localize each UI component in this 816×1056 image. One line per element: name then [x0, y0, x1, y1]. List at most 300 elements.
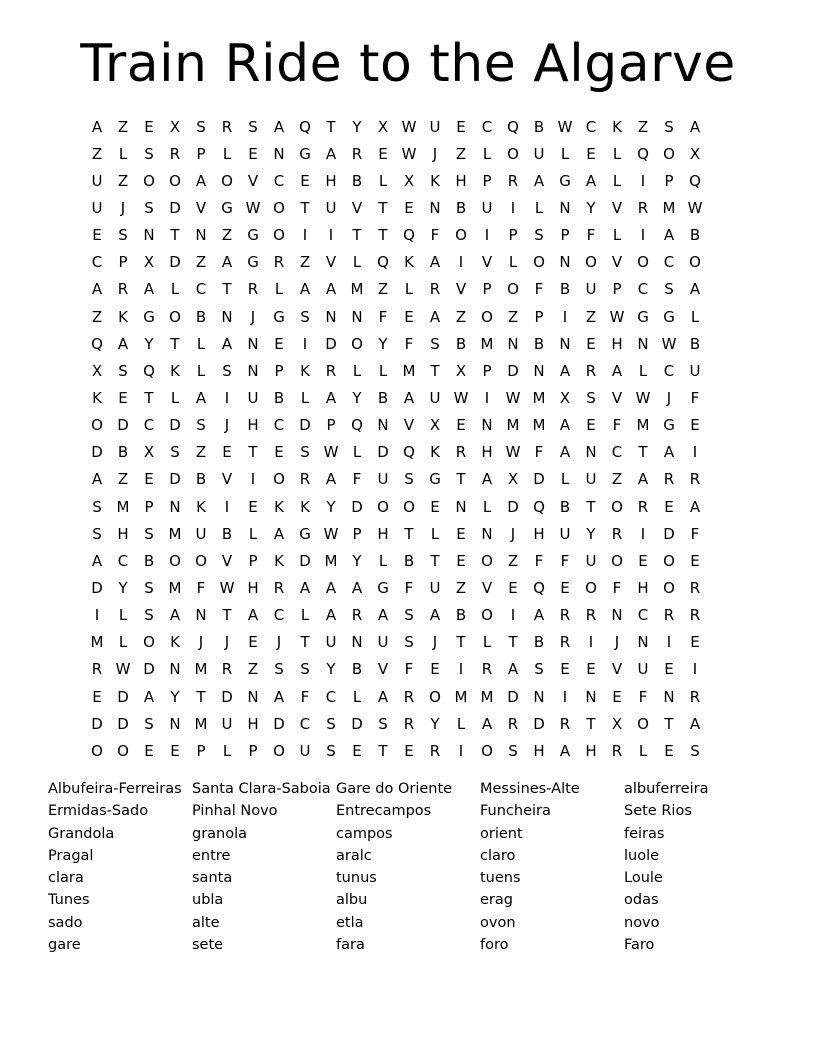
grid-letter: D	[533, 470, 545, 489]
grid-letter: H	[117, 524, 129, 543]
grid-letter: N	[169, 497, 181, 516]
grid-letter: M	[168, 578, 182, 597]
grid-letter: A	[91, 117, 103, 136]
grid-letter: R	[663, 606, 675, 625]
grid-letter: Q	[91, 334, 103, 353]
grid-letter: P	[248, 741, 258, 760]
grid-letter: C	[637, 606, 649, 625]
grid-letter: B	[689, 334, 701, 353]
grid-letter: O	[273, 198, 285, 217]
grid-letter: I	[328, 226, 334, 245]
grid-letter: J	[250, 307, 256, 326]
grid-row	[84, 520, 734, 547]
grid-letter: F	[690, 388, 700, 407]
grid-letter: K	[170, 361, 180, 380]
grid-letter: V	[195, 198, 207, 217]
grid-letter: P	[560, 226, 570, 245]
grid-letter: L	[482, 497, 492, 516]
grid-letter: R	[221, 117, 233, 136]
grid-letter: M	[194, 660, 208, 679]
grid-letter: T	[378, 198, 388, 217]
grid-letter: M	[454, 687, 468, 706]
grid-letter: A	[377, 606, 389, 625]
grid-letter: Q	[351, 416, 363, 435]
grid-letter: A	[273, 524, 285, 543]
grid-letter: U	[689, 361, 701, 380]
grid-row	[84, 737, 734, 764]
grid-letter: O	[403, 497, 415, 516]
grid-letter: O	[143, 633, 155, 652]
grid-letter: A	[533, 606, 545, 625]
grid-letter: B	[195, 470, 207, 489]
grid-letter: T	[456, 633, 466, 652]
word-list-item: Pinhal Novo	[192, 803, 278, 820]
grid-letter: B	[195, 307, 207, 326]
grid-letter: Y	[352, 551, 362, 570]
grid-letter: N	[169, 660, 181, 679]
grid-letter: T	[170, 334, 180, 353]
grid-letter: A	[325, 470, 337, 489]
grid-letter: O	[507, 144, 519, 163]
grid-letter: B	[559, 280, 571, 299]
grid-letter: E	[690, 633, 700, 652]
grid-letter: E	[586, 334, 596, 353]
grid-letter: I	[562, 307, 568, 326]
word-list-item: claro	[480, 847, 516, 864]
word-list-item: ovon	[480, 914, 516, 931]
grid-letter: Q	[143, 361, 155, 380]
grid-letter: O	[611, 551, 623, 570]
grid-letter: K	[612, 117, 622, 136]
grid-letter: T	[508, 633, 518, 652]
grid-letter: K	[274, 497, 284, 516]
grid-letter: L	[482, 633, 492, 652]
grid-letter: H	[611, 334, 623, 353]
grid-letter: S	[144, 198, 154, 217]
grid-letter: A	[195, 171, 207, 190]
grid-letter: N	[195, 606, 207, 625]
grid-letter: M	[506, 416, 520, 435]
grid-letter: Q	[533, 497, 545, 516]
grid-letter: N	[221, 307, 233, 326]
grid-letter: D	[533, 714, 545, 733]
grid-letter: T	[222, 606, 232, 625]
grid-letter: P	[534, 307, 544, 326]
grid-letter: Z	[117, 171, 129, 190]
grid-letter: R	[507, 714, 519, 733]
word-list-item: tunus	[336, 870, 377, 887]
grid-letter: E	[456, 524, 466, 543]
grid-letter: C	[273, 171, 285, 190]
grid-letter: A	[689, 497, 701, 516]
grid-letter: N	[637, 633, 649, 652]
grid-letter: T	[144, 388, 154, 407]
grid-letter: A	[429, 606, 441, 625]
grid-letter: W	[661, 334, 677, 353]
grid-letter: A	[143, 687, 155, 706]
grid-letter: Z	[195, 253, 207, 272]
word-list-item: granola	[192, 825, 248, 842]
grid-letter: J	[120, 198, 126, 217]
grid-letter: V	[611, 660, 623, 679]
word-list-item: sado	[48, 914, 83, 931]
grid-letter: U	[429, 578, 441, 597]
grid-letter: J	[198, 633, 204, 652]
grid-letter: N	[533, 361, 545, 380]
grid-letter: C	[481, 117, 493, 136]
grid-letter: Y	[586, 198, 596, 217]
grid-letter: D	[91, 578, 103, 597]
grid-letter: M	[480, 687, 494, 706]
grid-letter: I	[640, 171, 646, 190]
grid-letter: O	[169, 551, 181, 570]
grid-letter: O	[637, 714, 649, 733]
word-list-item: Loule	[624, 870, 663, 887]
grid-letter: P	[508, 226, 518, 245]
grid-letter: O	[481, 551, 493, 570]
grid-letter: U	[299, 741, 311, 760]
grid-letter: E	[378, 144, 388, 163]
grid-letter: W	[323, 443, 339, 462]
grid-letter: H	[533, 524, 545, 543]
grid-row	[84, 276, 734, 303]
grid-row	[84, 249, 734, 276]
grid-letter: N	[481, 524, 493, 543]
grid-letter: Y	[118, 578, 128, 597]
grid-letter: M	[532, 388, 546, 407]
grid-letter: U	[221, 714, 233, 733]
grid-letter: G	[299, 524, 311, 543]
grid-letter: I	[94, 606, 100, 625]
grid-letter: W	[115, 660, 131, 679]
word-list-item: luole	[624, 847, 660, 864]
grid-letter: O	[585, 253, 597, 272]
grid-letter: D	[299, 551, 311, 570]
grid-letter: X	[143, 253, 155, 272]
grid-letter: P	[326, 416, 336, 435]
grid-letter: D	[91, 443, 103, 462]
grid-letter: O	[481, 606, 493, 625]
grid-letter: A	[377, 687, 389, 706]
word-list-item: Gare do Oriente	[336, 781, 453, 797]
grid-letter: R	[169, 144, 181, 163]
grid-letter: N	[507, 334, 519, 353]
grid-letter: T	[248, 443, 258, 462]
grid-letter: I	[666, 633, 672, 652]
grid-letter: L	[170, 388, 180, 407]
grid-letter: L	[482, 144, 492, 163]
grid-letter: F	[404, 578, 414, 597]
grid-letter: E	[664, 660, 674, 679]
grid-letter: D	[351, 714, 363, 733]
grid-letter: U	[585, 470, 597, 489]
grid-letter: R	[403, 687, 415, 706]
grid-letter: O	[221, 171, 233, 190]
grid-letter: R	[637, 497, 649, 516]
grid-letter: G	[273, 307, 285, 326]
grid-letter: R	[689, 687, 701, 706]
grid-letter: R	[481, 660, 493, 679]
grid-letter: P	[196, 741, 206, 760]
grid-letter: Y	[352, 117, 362, 136]
grid-letter: N	[559, 334, 571, 353]
grid-letter: S	[378, 714, 388, 733]
grid-letter: P	[482, 361, 492, 380]
word-list-item: aralc	[336, 847, 372, 864]
word-list-item: Tunes	[48, 892, 90, 909]
grid-letter: B	[273, 388, 285, 407]
word-list-item: Pragal	[48, 847, 94, 864]
grid-letter: B	[221, 524, 233, 543]
page-title: Train Ride to the Algarve	[80, 34, 736, 94]
grid-letter: U	[91, 198, 103, 217]
grid-letter: M	[350, 280, 364, 299]
grid-letter: L	[170, 280, 180, 299]
grid-letter: C	[637, 280, 649, 299]
grid-letter: G	[429, 470, 441, 489]
grid-letter: L	[352, 443, 362, 462]
grid-letter: L	[638, 741, 648, 760]
grid-letter: I	[562, 687, 568, 706]
grid-letter: F	[690, 524, 700, 543]
grid-letter: B	[455, 198, 467, 217]
grid-letter: R	[689, 606, 701, 625]
grid-letter: C	[663, 361, 675, 380]
grid-letter: O	[91, 416, 103, 435]
word-column	[336, 778, 480, 956]
grid-letter: L	[118, 606, 128, 625]
grid-letter: P	[248, 551, 258, 570]
grid-letter: R	[273, 253, 285, 272]
grid-letter: Z	[507, 551, 519, 570]
grid-letter: A	[559, 741, 571, 760]
grid-letter: L	[612, 226, 622, 245]
grid-letter: A	[403, 388, 415, 407]
grid-letter: H	[247, 578, 259, 597]
grid-letter: X	[507, 470, 519, 489]
grid-letter: S	[300, 307, 310, 326]
grid-row	[84, 574, 734, 601]
grid-letter: N	[195, 226, 207, 245]
grid-letter: U	[377, 633, 389, 652]
grid-letter: Q	[403, 226, 415, 245]
word-list-item: entre	[192, 847, 231, 864]
grid-letter: R	[663, 470, 675, 489]
grid-letter: A	[533, 171, 545, 190]
grid-letter: Q	[637, 144, 649, 163]
grid-letter: A	[559, 443, 571, 462]
grid-letter: L	[222, 144, 232, 163]
word-list-item: fara	[336, 937, 365, 954]
grid-letter: P	[612, 280, 622, 299]
grid-letter: E	[274, 443, 284, 462]
grid-letter: O	[169, 307, 181, 326]
grid-letter: E	[612, 687, 622, 706]
grid-letter: O	[663, 144, 675, 163]
grid-letter: Z	[507, 307, 519, 326]
grid-letter: F	[612, 578, 622, 597]
grid-letter: S	[326, 741, 336, 760]
grid-letter: L	[352, 361, 362, 380]
grid-letter: N	[533, 687, 545, 706]
grid-letter: O	[429, 687, 441, 706]
grid-row	[84, 140, 734, 167]
grid-letter: L	[222, 741, 232, 760]
grid-letter: O	[611, 497, 623, 516]
grid-letter: F	[300, 687, 310, 706]
grid-letter: L	[352, 687, 362, 706]
grid-letter: D	[351, 497, 363, 516]
grid-row	[84, 439, 734, 466]
grid-letter: L	[534, 198, 544, 217]
word-list-item: sete	[192, 937, 224, 954]
grid-letter: X	[403, 171, 415, 190]
grid-letter: B	[533, 117, 545, 136]
grid-letter: Q	[507, 117, 519, 136]
grid-letter: S	[404, 470, 414, 489]
grid-letter: V	[403, 416, 415, 435]
word-list-item: foro	[480, 937, 509, 954]
grid-letter: V	[351, 198, 363, 217]
grid-letter: T	[300, 198, 310, 217]
grid-letter: D	[273, 714, 285, 733]
grid-letter: C	[91, 253, 103, 272]
grid-letter: B	[351, 171, 363, 190]
grid-letter: N	[169, 714, 181, 733]
grid-letter: T	[430, 551, 440, 570]
grid-letter: P	[196, 144, 206, 163]
grid-letter: F	[586, 226, 596, 245]
grid-letter: A	[663, 443, 675, 462]
grid-letter: T	[326, 117, 336, 136]
grid-letter: M	[324, 551, 338, 570]
grid-letter: T	[586, 497, 596, 516]
grid-letter: R	[273, 578, 285, 597]
grid-letter: L	[118, 633, 128, 652]
grid-letter: E	[690, 416, 700, 435]
grid-letter: H	[325, 171, 337, 190]
grid-letter: S	[92, 497, 102, 516]
grid-letter: M	[662, 198, 676, 217]
grid-letter: T	[638, 443, 648, 462]
grid-letter: A	[559, 416, 571, 435]
word-list-item: Sete Rios	[624, 803, 692, 820]
grid-letter: E	[352, 741, 362, 760]
grid-letter: C	[663, 253, 675, 272]
grid-letter: S	[118, 226, 128, 245]
grid-letter: B	[377, 388, 389, 407]
grid-letter: S	[248, 117, 258, 136]
grid-letter: W	[557, 117, 573, 136]
grid-letter: F	[534, 551, 544, 570]
grid-letter: L	[560, 144, 570, 163]
grid-letter: Z	[247, 660, 259, 679]
grid-letter: N	[585, 443, 597, 462]
grid-letter: E	[92, 687, 102, 706]
grid-letter: G	[637, 307, 649, 326]
grid-letter: W	[401, 117, 417, 136]
grid-letter: J	[224, 416, 230, 435]
grid-letter: S	[404, 606, 414, 625]
grid-letter: S	[118, 361, 128, 380]
word-list-item: tuens	[480, 870, 521, 887]
grid-letter: X	[169, 117, 181, 136]
grid-letter: O	[637, 253, 649, 272]
grid-letter: E	[456, 416, 466, 435]
grid-letter: A	[351, 578, 363, 597]
grid-letter: S	[196, 117, 206, 136]
word-list-item: etla	[336, 914, 364, 931]
grid-letter: Y	[378, 334, 388, 353]
grid-letter: X	[377, 117, 389, 136]
grid-letter: S	[690, 741, 700, 760]
grid-letter: I	[250, 470, 256, 489]
grid-letter: H	[637, 578, 649, 597]
grid-letter: S	[170, 443, 180, 462]
grid-letter: H	[533, 741, 545, 760]
grid-letter: L	[430, 524, 440, 543]
grid-letter: U	[195, 524, 207, 543]
grid-row	[84, 222, 734, 249]
grid-letter: S	[404, 633, 414, 652]
grid-letter: S	[144, 144, 154, 163]
grid-letter: C	[585, 117, 597, 136]
grid-letter: R	[559, 714, 571, 733]
grid-letter: L	[612, 171, 622, 190]
grid-letter: E	[144, 117, 154, 136]
grid-letter: E	[560, 660, 570, 679]
grid-letter: I	[224, 497, 230, 516]
grid-letter: Z	[455, 307, 467, 326]
grid-letter: L	[560, 470, 570, 489]
grid-letter: H	[247, 416, 259, 435]
grid-letter: J	[614, 633, 620, 652]
grid-letter: T	[378, 741, 388, 760]
grid-letter: X	[455, 361, 467, 380]
word-list	[48, 778, 768, 956]
grid-letter: G	[247, 253, 259, 272]
grid-row	[84, 357, 734, 384]
grid-letter: D	[507, 687, 519, 706]
grid-letter: Z	[299, 253, 311, 272]
grid-letter: N	[481, 416, 493, 435]
word-list-item: novo	[624, 914, 660, 931]
grid-letter: F	[404, 660, 414, 679]
grid-letter: D	[117, 714, 129, 733]
grid-letter: G	[663, 307, 675, 326]
grid-letter: A	[689, 117, 701, 136]
grid-letter: U	[377, 470, 389, 489]
grid-letter: B	[455, 334, 467, 353]
grid-letter: Q	[533, 578, 545, 597]
grid-letter: N	[611, 606, 623, 625]
grid-letter: L	[118, 144, 128, 163]
grid-letter: D	[169, 470, 181, 489]
grid-letter: A	[507, 660, 519, 679]
grid-row	[84, 493, 734, 520]
grid-letter: A	[559, 361, 571, 380]
grid-letter: S	[326, 714, 336, 733]
grid-letter: S	[144, 606, 154, 625]
grid-letter: M	[402, 361, 416, 380]
word-column	[480, 778, 624, 956]
grid-letter: I	[224, 388, 230, 407]
grid-letter: U	[481, 198, 493, 217]
grid-letter: D	[169, 253, 181, 272]
grid-letter: S	[144, 578, 154, 597]
grid-letter: F	[196, 578, 206, 597]
grid-letter: Y	[170, 687, 180, 706]
